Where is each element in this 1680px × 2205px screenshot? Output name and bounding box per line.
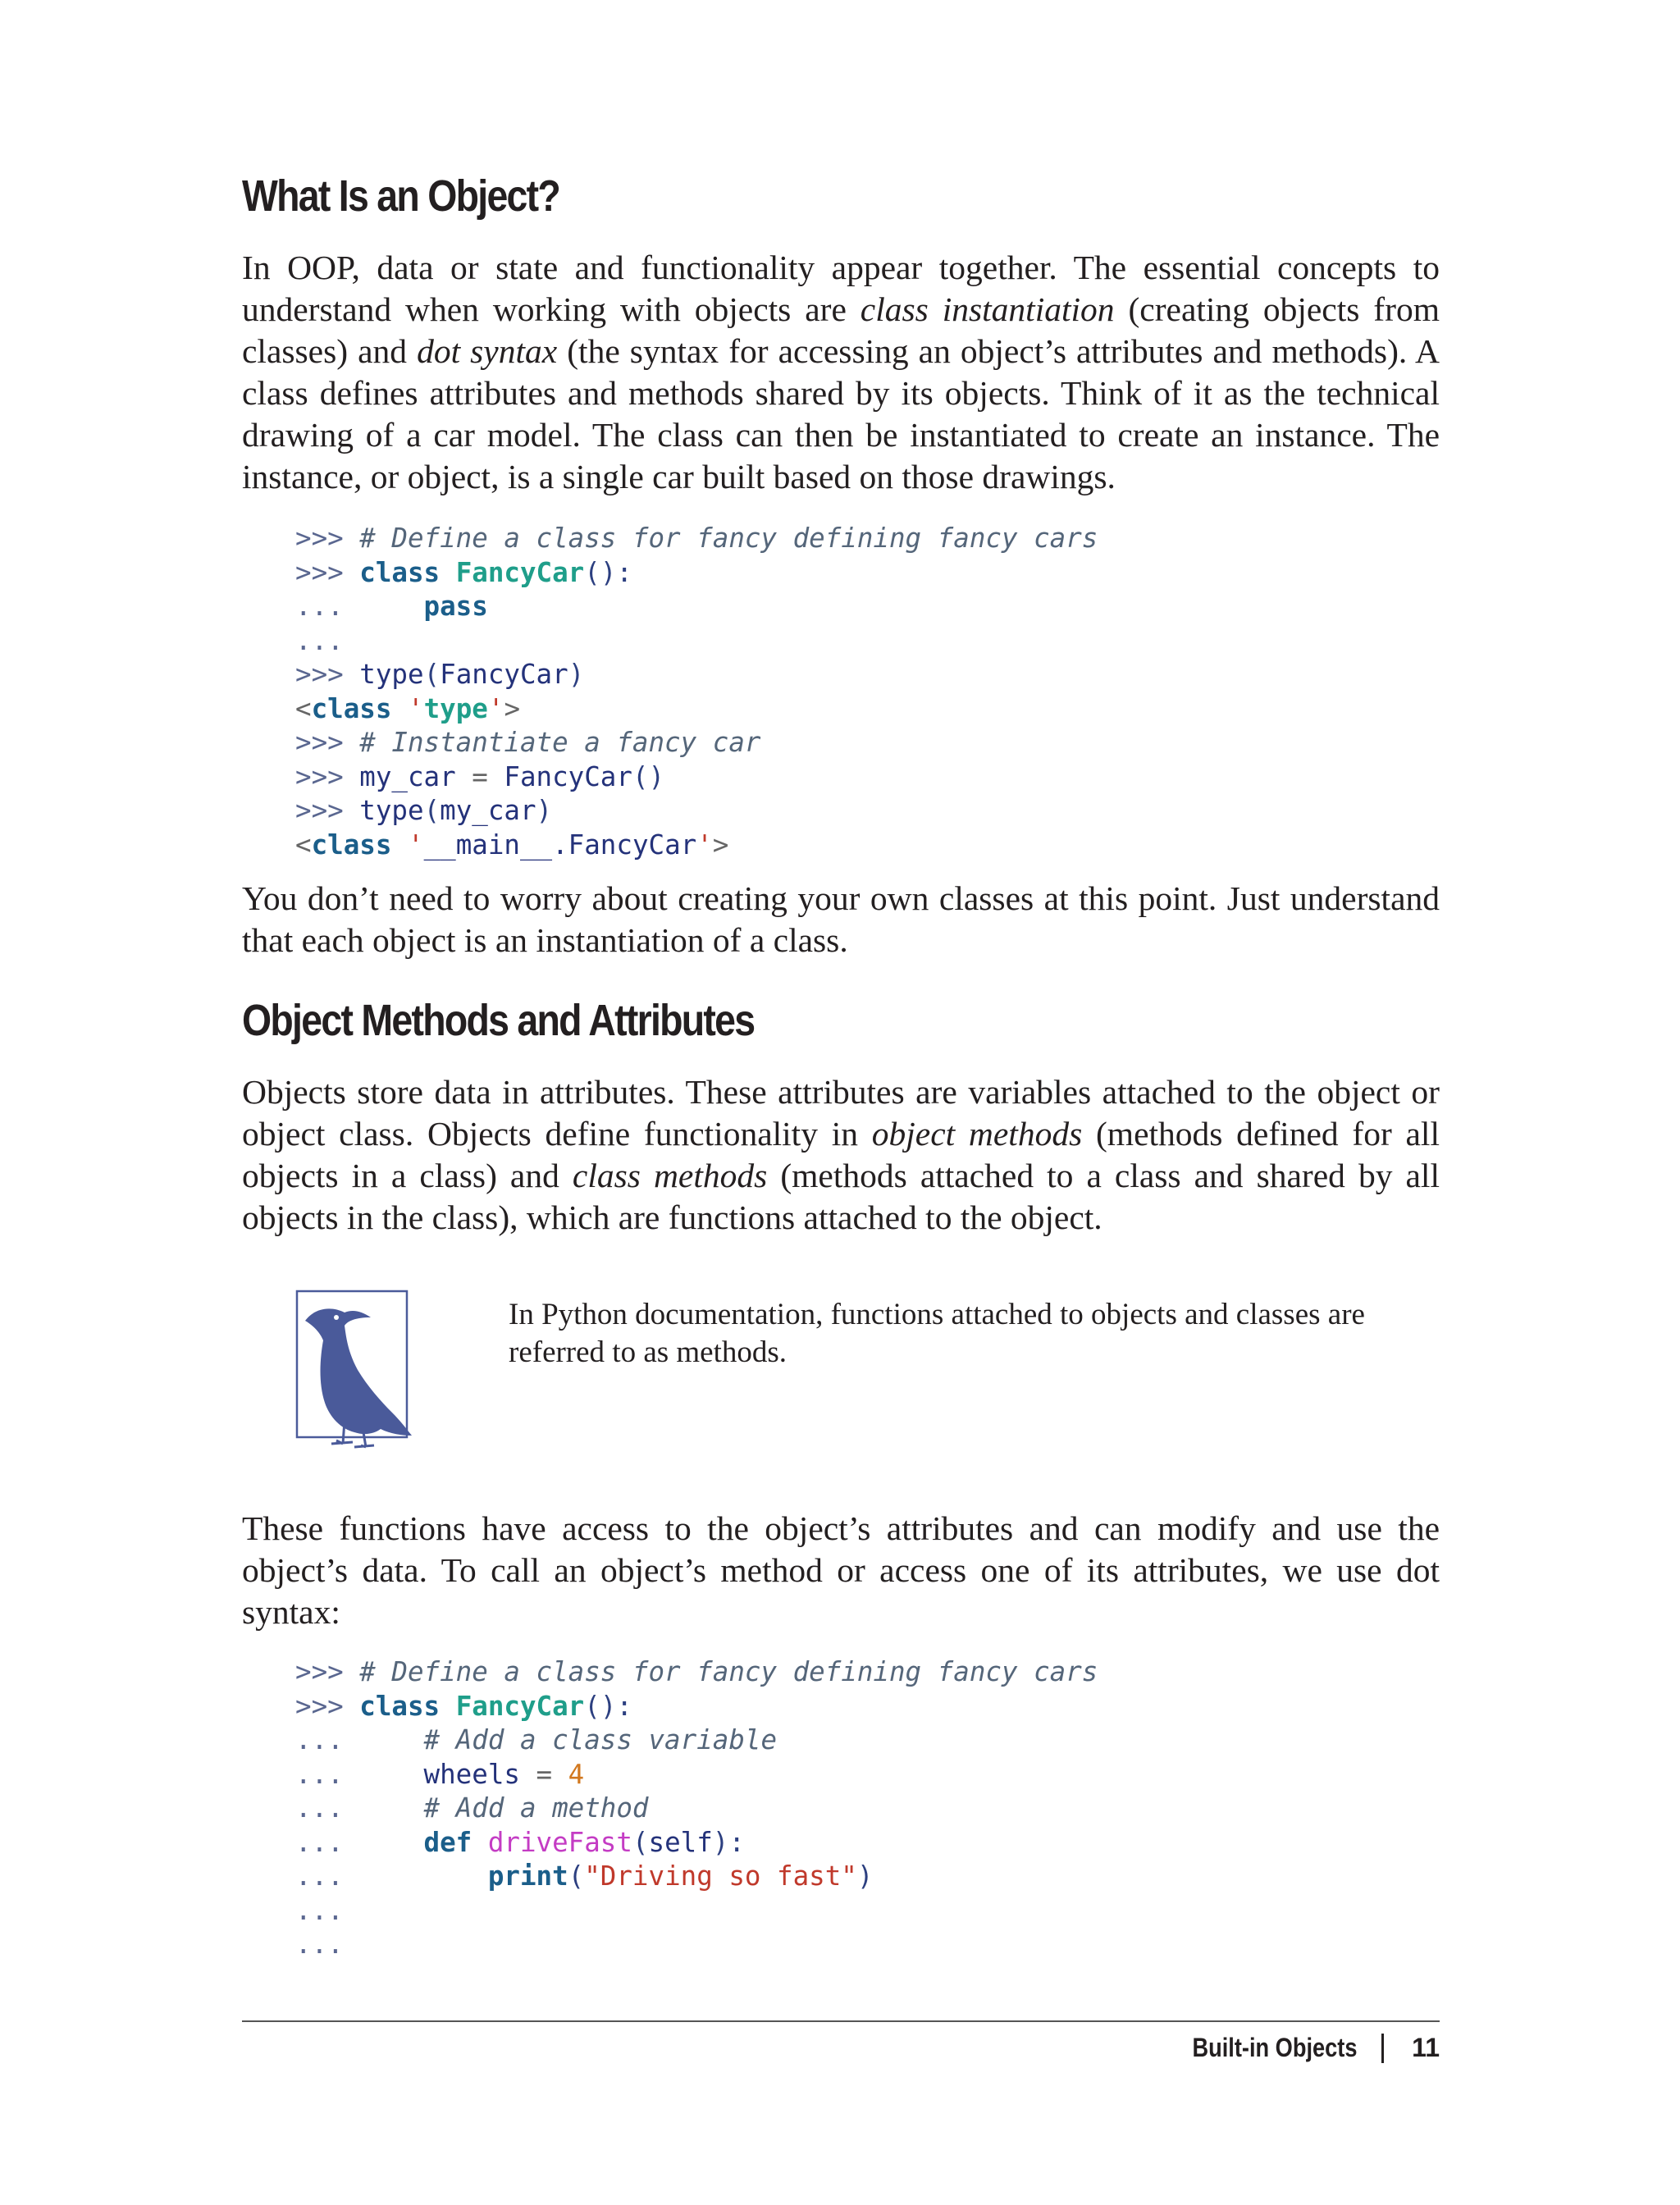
code-token: class <box>311 692 392 724</box>
code-token: >>> <box>295 1690 360 1722</box>
code-line <box>295 1792 648 1824</box>
code-token: pass <box>423 591 488 622</box>
code-token: >>> <box>295 556 360 588</box>
code-token: type <box>423 692 488 724</box>
code-token: type <box>359 795 424 826</box>
code-token: 4 <box>568 1758 585 1790</box>
code-token: wheels <box>423 1758 520 1790</box>
code-token: FancyCar <box>504 760 632 792</box>
code-line <box>295 591 488 622</box>
code-line <box>295 1691 632 1722</box>
code-token: = <box>455 760 504 792</box>
code-line <box>295 761 664 792</box>
code-line <box>295 523 1098 554</box>
code-token: FancyCar <box>455 1690 585 1722</box>
code-token: FancyCar <box>455 556 585 588</box>
code-token: ( <box>423 795 441 826</box>
code-token: # Define a class for fancy defining fancy cars <box>359 1656 1098 1687</box>
code-token: class <box>311 829 392 861</box>
section-heading-methods-attributes: Object Methods and Attributes <box>242 996 755 1045</box>
code-token: > <box>504 692 521 724</box>
code-token: def <box>423 1826 472 1858</box>
code-token: ' <box>487 692 504 724</box>
code-token: ... <box>295 1758 424 1790</box>
code-line <box>295 1860 873 1892</box>
code-token: ' <box>408 829 424 861</box>
code-token: ' <box>696 829 713 861</box>
code-token: < <box>295 829 312 861</box>
code-token: ... <box>295 624 344 656</box>
code-token: ... <box>295 1860 488 1892</box>
paragraph-oop-intro: In OOP, data or state and functionality appear together. The essential concepts to understand when working with objects are class instantiation (creating objects from classes) and dot syntax (the syntax for accessing an object’s attributes and methods). A class defines attributes and methods shared by its objects. Think of it as the technical drawing of a car model. The class can then be instantiated to create an instance. The instance, or object, is a single car built based on those drawings. <box>242 249 1440 495</box>
code-token: my_car <box>440 795 536 826</box>
code-token: (): <box>584 556 632 588</box>
code-line <box>295 659 584 690</box>
code-token: class <box>359 1690 441 1722</box>
code-line <box>295 1895 344 1926</box>
code-token <box>391 829 408 861</box>
code-token: ... <box>295 1826 424 1858</box>
code-line <box>295 727 760 758</box>
code-token: # Add a class variable <box>423 1724 778 1755</box>
code-line <box>295 1656 1098 1687</box>
code-token: >>> <box>295 727 360 758</box>
code-token: FancyCar <box>440 659 568 690</box>
code-token: >>> <box>295 659 360 690</box>
code-token: self <box>648 1826 713 1858</box>
code-line <box>295 1759 584 1790</box>
code-line <box>295 557 632 588</box>
tip-callout <box>295 1290 1440 1470</box>
footer-rule <box>242 2020 1440 2022</box>
code-token: type <box>359 659 424 690</box>
code-token: ... <box>295 1792 424 1824</box>
code-token <box>440 557 456 588</box>
code-token: ( <box>568 1860 585 1892</box>
page-footer <box>1163 2033 1440 2063</box>
code-block-fancycar-type <box>295 522 1098 862</box>
code-line <box>295 829 728 861</box>
code-token: () <box>632 760 665 792</box>
code-token: # Instantiate a fancy car <box>359 727 761 758</box>
code-token: >>> <box>295 1656 360 1687</box>
code-token: ... <box>295 591 424 622</box>
footer-title: Built-in Objects <box>1192 2033 1358 2062</box>
code-token: ) <box>856 1860 874 1892</box>
code-token: >>> <box>295 760 360 792</box>
code-token: my_car <box>359 760 456 792</box>
tip-text: In Python documentation, functions attached to objects and classes are referred to as methods. <box>509 1298 1365 1369</box>
code-token: ( <box>632 1826 649 1858</box>
code-token: (): <box>584 1690 632 1722</box>
code-line <box>295 1929 344 1960</box>
code-token: ... <box>295 1929 344 1960</box>
code-token: >>> <box>295 523 360 554</box>
code-block-fancycar-methods <box>295 1655 1098 1962</box>
code-line <box>295 693 520 724</box>
code-token: = <box>519 1758 568 1790</box>
section-heading-what-is-object: What Is an Object? <box>242 171 560 221</box>
footer-divider <box>1381 2034 1384 2063</box>
paragraph-instantiation-note: You don’t need to worry about creating your own classes at this point. Just understand that each object is an instantiation of a class. <box>242 879 1440 959</box>
code-line <box>295 795 552 826</box>
code-token: ): <box>712 1826 745 1858</box>
code-token: > <box>712 829 729 861</box>
code-token: < <box>295 692 312 724</box>
code-token: # Define a class for fancy defining fancy cars <box>359 523 1098 554</box>
paragraph-attributes-methods: Objects store data in attributes. These attributes are variables attached to the object or object class. Objects define functionality in object methods (methods defined for all objects in a class) and class methods (methods attached to a class and shared by all objects in the class), which are functions attached to the object. <box>242 1073 1440 1236</box>
code-token: "Driving so fast" <box>584 1860 857 1892</box>
page-number: 11 <box>1412 2033 1440 2062</box>
code-token: ... <box>295 1894 344 1926</box>
code-token: class <box>359 556 441 588</box>
code-token: # Add a method <box>423 1792 649 1824</box>
bird-icon <box>295 1290 427 1454</box>
code-token: print <box>487 1860 568 1892</box>
code-token <box>440 1691 456 1722</box>
paragraph-dot-syntax: These functions have access to the object’s attributes and can modify and use the object’s data. To call an object’s method or access one of its attributes, we use dot syntax: <box>242 1509 1440 1631</box>
code-token: ( <box>423 659 441 690</box>
code-token: ... <box>295 1724 424 1755</box>
code-line <box>295 1724 777 1755</box>
code-token: ' <box>408 692 424 724</box>
code-line <box>295 625 344 656</box>
code-line <box>295 1827 745 1858</box>
code-token: >>> <box>295 795 360 826</box>
code-token: __main__.FancyCar <box>423 829 697 861</box>
code-token <box>391 693 408 724</box>
code-token: ) <box>536 795 553 826</box>
code-token: ) <box>568 659 585 690</box>
code-token: driveFast <box>487 1826 632 1858</box>
code-token <box>472 1827 488 1858</box>
